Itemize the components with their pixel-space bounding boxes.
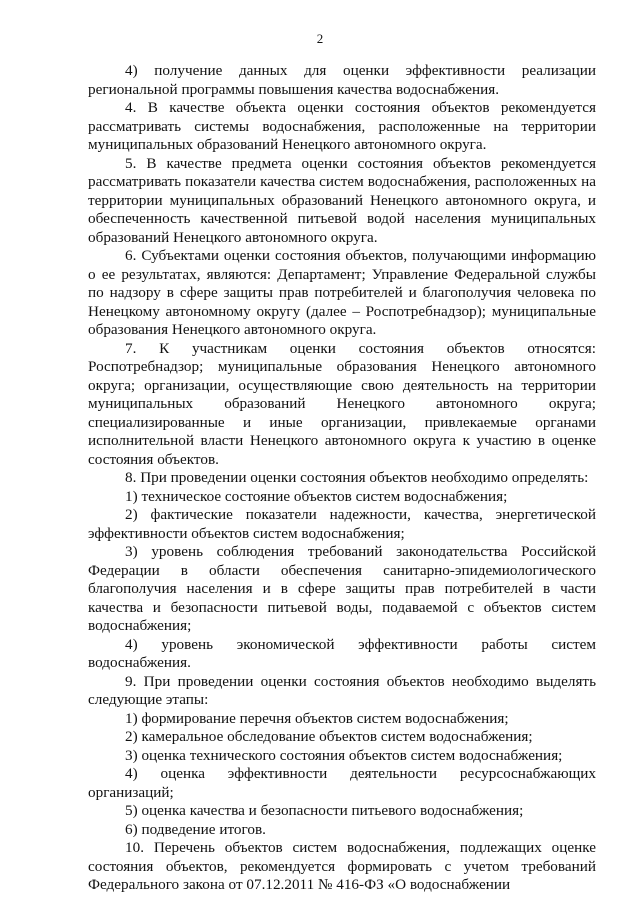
page-body	[88, 62, 596, 895]
paragraph-8-determine: 8. При проведении оценки состояния объектов необходимо определять:	[125, 469, 589, 486]
paragraph-7-participants: 7. К участникам оценки состояния объектов относятся: Роспотребнадзор; муниципальные образования Ненецкого автономного округа; организации, осуществляющие свою деятельность на территории муниципальных образований Ненецкого автономного округа; специализированные и иные организации, привлекаемые органами исполнительной власти Ненецкого автономного округа к участию в оценке состояния объектов.	[88, 339, 596, 468]
paragraph-6-subjects: 6. Субъектами оценки состояния объектов, получающими информацию о ее результатах, являются: Департамент; Управление Федеральной службы по надзору в сфере защиты прав потребителей и благополучия человека по Ненецкому автономному округу (далее – Роспотребнадзор); муниципальные образования Ненецкого автономного округа.	[88, 247, 596, 338]
paragraph-5-assessment-subject: 5. В качестве предмета оценки состояния объектов рекомендуется рассматривать показатели качества систем водоснабжения, расположенных на территории муниципальных образований Ненецкого автономного округа, и обеспеченность качественной питьевой водой населения муниципальных образований Ненецкого автономного округа.	[88, 154, 596, 246]
paragraph-9-stages: 9. При проведении оценки состояния объектов необходимо выделять следующие этапы:	[88, 672, 596, 708]
list-item-9-5: 5) оценка качества и безопасности питьевого водоснабжения;	[125, 802, 524, 819]
list-item-9-3: 3) оценка технического состояния объектов систем водоснабжения;	[125, 746, 563, 764]
list-item-8-1: 1) техническое состояние объектов систем водоснабжения;	[125, 487, 508, 505]
list-item-9-4: 4) оценка эффективности деятельности ресурсоснабжающих организаций;	[88, 765, 596, 801]
page-number: 2	[316, 31, 324, 46]
list-item-8-3: 3) уровень соблюдения требований законодательства Российской Федерации в области обеспечения санитарно-эпидемиологического благополучия населения и в сфере защиты прав потребителей в части качества и безопасности питьевой воды, подаваемой с объектов систем водоснабжения;	[88, 543, 596, 634]
list-item-9-6: 6) подведение итогов.	[125, 820, 266, 838]
list-item-8-2: 2) фактические показатели надежности, качества, энергетической эффективности объектов систем водоснабжения;	[88, 506, 596, 542]
list-item-9-1: 1) формирование перечня объектов систем водоснабжения;	[125, 709, 509, 727]
paragraph-item-4-goal: 4) получение данных для оценки эффективности реализации региональной программы повышения качества водоснабжения.	[88, 62, 596, 98]
paragraph-10-object-list: 10. Перечень объектов систем водоснабжения, подлежащих оценке состояния объектов, рекомендуется формировать с учетом требований Федерального закона от 07.12.2011 № 416-ФЗ «О водоснабжении	[88, 839, 596, 893]
list-item-9-2: 2) камеральное обследование объектов систем водоснабжения;	[125, 728, 533, 745]
list-item-8-4: 4) уровень экономической эффективности работы систем водоснабжения.	[88, 635, 596, 671]
paragraph-4-assessment-object: 4. В качестве объекта оценки состояния объектов рекомендуется рассматривать системы водоснабжения, расположенные на территории муниципальных образований Ненецкого автономного округа.	[88, 99, 596, 153]
